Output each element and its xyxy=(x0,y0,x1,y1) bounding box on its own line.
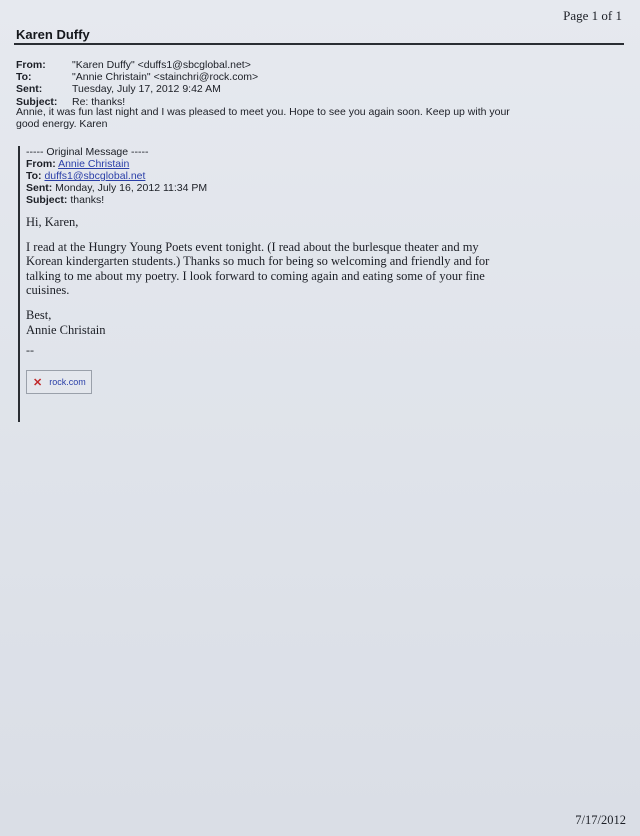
subject-value: Re: thanks! xyxy=(72,95,126,108)
original-to-row xyxy=(26,170,538,182)
email-header xyxy=(16,59,258,108)
sent-value: Tuesday, July 17, 2012 9:42 AM xyxy=(72,83,221,96)
signature-dashes: -- xyxy=(26,343,34,358)
sent-label: Sent: xyxy=(16,83,43,96)
original-subject-label: Subject: xyxy=(26,194,68,206)
original-from-link[interactable]: Annie Christain xyxy=(58,158,130,170)
original-from-row xyxy=(26,158,538,170)
sender-name-heading: Karen Duffy xyxy=(16,27,90,42)
from-value: "Karen Duffy" <duffs1@sbcglobal.net> xyxy=(72,59,251,71)
original-header xyxy=(26,146,538,206)
original-letter xyxy=(26,215,506,337)
header-from-row xyxy=(16,59,258,71)
original-to-link[interactable]: duffs1@sbcglobal.net xyxy=(44,170,146,182)
header-rule xyxy=(14,43,624,45)
reply-body: Annie, it was fun last night and I was pleased to meet you. Hope to see you again soon. Keep up with your good energy. Karen xyxy=(16,106,510,131)
header-sent-row xyxy=(16,83,258,95)
letter-closing: Best, xyxy=(26,307,52,322)
to-value: "Annie Christain" <stainchri@rock.com> xyxy=(72,71,259,84)
letter-paragraph: I read at the Hungry Young Poets event tonight. (I read about the burlesque theater and my Korean kindergarten students.) Thanks so much for being so welcoming and friendly and for talking to me about my poetry. I look forward to coming again and eating some of your fine cuisines. xyxy=(26,239,490,298)
original-to-label: To: xyxy=(26,170,42,182)
original-sent-row xyxy=(26,182,538,194)
original-subject-row xyxy=(26,194,538,206)
original-from-label: From: xyxy=(26,158,56,170)
quoted-original-message xyxy=(18,146,538,422)
image-alt-label: rock.com xyxy=(49,377,86,388)
from-label: From: xyxy=(16,59,46,71)
letter-signature: Annie Christain xyxy=(26,322,106,337)
original-sent-value: Monday, July 16, 2012 11:34 PM xyxy=(55,182,208,194)
letter-greeting: Hi, Karen, xyxy=(26,215,79,229)
to-label: To: xyxy=(16,71,32,84)
broken-image-icon: ✕ xyxy=(33,376,43,389)
original-subject-value: thanks! xyxy=(70,194,105,206)
header-to-row xyxy=(16,71,258,83)
subject-label: Subject: xyxy=(16,95,58,108)
footer-date: 7/17/2012 xyxy=(575,813,626,827)
original-sent-label: Sent: xyxy=(26,182,53,194)
page-number: Page 1 of 1 xyxy=(563,8,622,23)
broken-image-placeholder[interactable] xyxy=(26,370,92,394)
original-divider: ----- Original Message ----- xyxy=(26,146,149,158)
